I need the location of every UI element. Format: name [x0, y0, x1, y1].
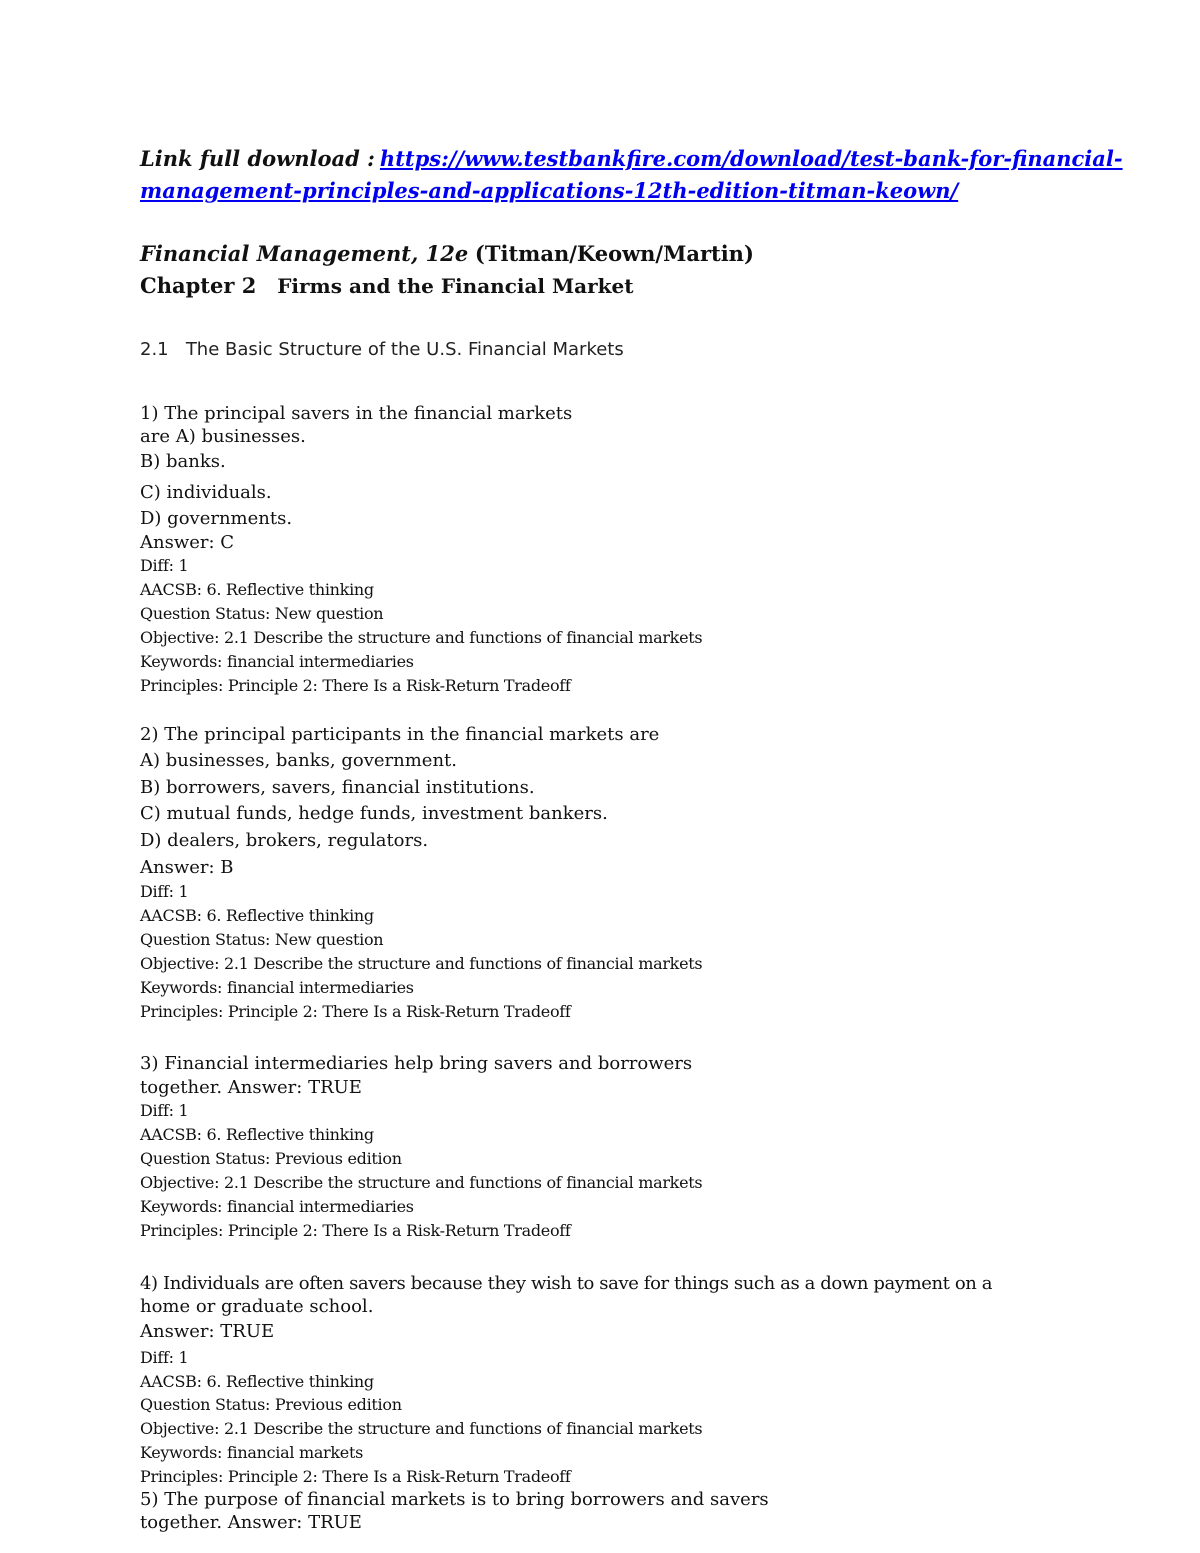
q3-diff: Diff: 1 — [140, 1101, 189, 1120]
q5-stem-answer: together. Answer: TRUE — [140, 1512, 362, 1533]
q3-status: Question Status: Previous edition — [140, 1149, 402, 1168]
q1-aacsb: AACSB: 6. Reflective thinking — [140, 580, 374, 599]
section-heading — [140, 341, 624, 359]
q1-option-b: B) banks. — [140, 451, 226, 472]
q4-status: Question Status: Previous edition — [140, 1395, 402, 1414]
q3-principles: Principles: Principle 2: There Is a Risk-Return Tradeoff — [140, 1221, 571, 1240]
book-title-line — [140, 243, 754, 265]
chapter-title: Firms and the Financial Market — [277, 274, 634, 298]
q4-answer: Answer: TRUE — [140, 1321, 275, 1342]
q4-objective: Objective: 2.1 Describe the structure and functions of financial markets — [140, 1419, 703, 1438]
q1-stem: 1) The principal savers in the financial markets — [140, 403, 573, 424]
download-link-line-1 — [140, 148, 1123, 169]
q1-answer: Answer: C — [140, 532, 235, 553]
q2-answer: Answer: B — [140, 857, 234, 878]
q1-objective: Objective: 2.1 Describe the structure and functions of financial markets — [140, 628, 703, 647]
q1-principles: Principles: Principle 2: There Is a Risk-Return Tradeoff — [140, 676, 571, 695]
q3-keywords: Keywords: financial intermediaries — [140, 1197, 414, 1216]
q3-objective: Objective: 2.1 Describe the structure and functions of financial markets — [140, 1173, 703, 1192]
q2-status: Question Status: New question — [140, 930, 384, 949]
q3-stem: 3) Financial intermediaries help bring savers and borrowers — [140, 1053, 693, 1074]
q4-aacsb: AACSB: 6. Reflective thinking — [140, 1372, 374, 1391]
q4-principles: Principles: Principle 2: There Is a Risk-Return Tradeoff — [140, 1467, 571, 1486]
download-link-part-2[interactable]: management-principles-and-applications-12th-edition-titman-keown/ — [140, 178, 959, 203]
q4-stem: 4) Individuals are often savers because they wish to save for things such as a down payment on a — [140, 1273, 993, 1294]
q2-diff: Diff: 1 — [140, 882, 189, 901]
q2-stem: 2) The principal participants in the financial markets are — [140, 724, 660, 745]
q3-stem-answer: together. Answer: TRUE — [140, 1077, 362, 1098]
q4-diff: Diff: 1 — [140, 1348, 189, 1367]
q1-option-d: D) governments. — [140, 508, 293, 529]
q2-aacsb: AACSB: 6. Reflective thinking — [140, 906, 374, 925]
q5-stem: 5) The purpose of financial markets is to bring borrowers and savers — [140, 1489, 769, 1510]
download-link-line-2 — [140, 180, 958, 201]
q2-option-d: D) dealers, brokers, regulators. — [140, 830, 429, 851]
chapter-heading — [140, 275, 633, 296]
q2-option-b: B) borrowers, savers, financial institutions. — [140, 777, 535, 798]
chapter-number: Chapter 2 — [140, 273, 257, 298]
section-title: The Basic Structure of the U.S. Financial Markets — [185, 339, 624, 360]
book-authors: (Titman/Keown/Martin) — [474, 241, 754, 266]
q2-principles: Principles: Principle 2: There Is a Risk-Return Tradeoff — [140, 1002, 571, 1021]
q1-diff: Diff: 1 — [140, 556, 189, 575]
q3-aacsb: AACSB: 6. Reflective thinking — [140, 1125, 374, 1144]
q2-option-a: A) businesses, banks, government. — [140, 750, 457, 771]
download-link-part-1[interactable]: https://www.testbankfire.com/download/test-bank-for-financial- — [379, 146, 1123, 171]
q4-stem-cont: home or graduate school. — [140, 1296, 374, 1317]
q1-status: Question Status: New question — [140, 604, 384, 623]
section-number: 2.1 — [140, 339, 169, 360]
book-title: Financial Management, 12e — [140, 241, 469, 266]
q1-option-a: are A) businesses. — [140, 426, 306, 447]
q1-keywords: Keywords: financial intermediaries — [140, 652, 414, 671]
q2-option-c: C) mutual funds, hedge funds, investment bankers. — [140, 803, 608, 824]
q1-option-c: C) individuals. — [140, 482, 272, 503]
link-label: Link full download : — [140, 146, 375, 171]
q2-objective: Objective: 2.1 Describe the structure and functions of financial markets — [140, 954, 703, 973]
q4-keywords: Keywords: financial markets — [140, 1443, 364, 1462]
q2-keywords: Keywords: financial intermediaries — [140, 978, 414, 997]
